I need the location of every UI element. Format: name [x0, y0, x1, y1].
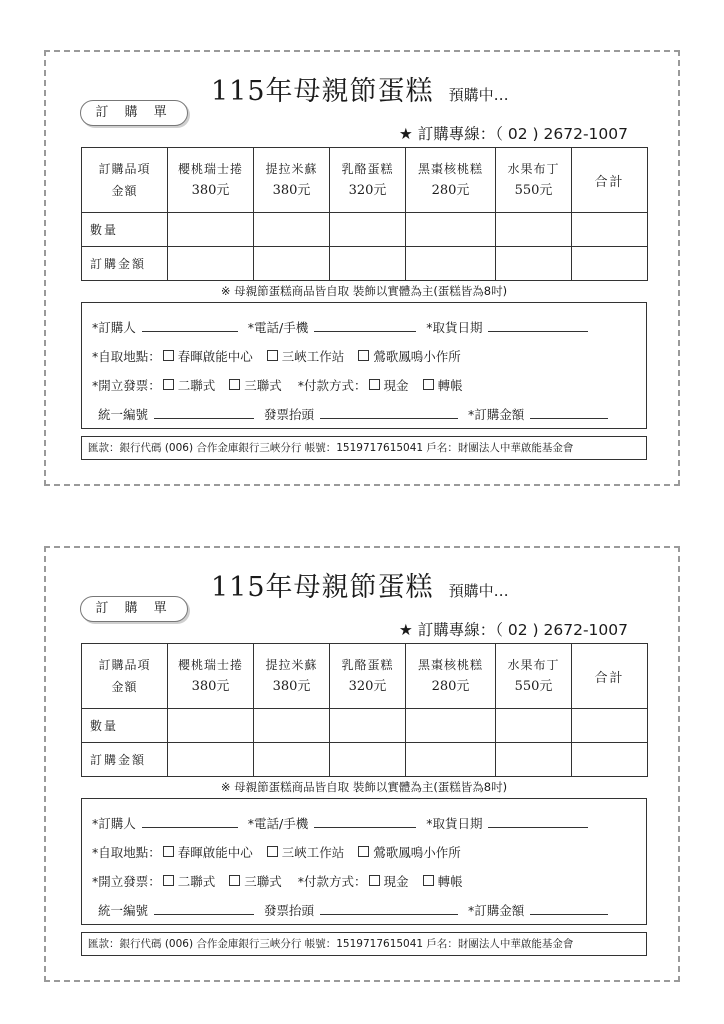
- order-amount-field[interactable]: [530, 406, 608, 419]
- pickup-option: 春暉啟能中心: [177, 349, 253, 364]
- invoice-title-label: 發票抬頭: [264, 407, 315, 422]
- amount-row: [82, 743, 648, 777]
- product-table: [81, 147, 648, 281]
- quantity-row: [82, 709, 648, 743]
- product-header: 乳酪蛋糕 320元: [330, 148, 406, 213]
- order-label: 訂 購 單: [80, 596, 188, 622]
- orderer-field[interactable]: [142, 815, 238, 828]
- payment-checkbox[interactable]: [369, 875, 380, 886]
- phone-field[interactable]: [314, 815, 416, 828]
- product-header: 水果布丁 550元: [496, 644, 572, 709]
- invoice-option: 三聯式: [244, 874, 282, 889]
- form-title: [211, 69, 509, 108]
- payment-option: 現金: [383, 874, 409, 889]
- order-amount-label: *訂購金額: [468, 407, 525, 422]
- order-form-bottom: [44, 546, 680, 982]
- hotline: ★ 訂購專線：（ 02 ) 2672-1007: [398, 621, 628, 639]
- orderer-field[interactable]: [142, 319, 238, 332]
- order-label: 訂 購 單: [80, 100, 188, 126]
- tax-id-field[interactable]: [154, 406, 254, 419]
- title-main: 115年母親節蛋糕: [211, 572, 434, 603]
- pickup-line: [92, 347, 461, 365]
- pickup-checkbox[interactable]: [358, 350, 369, 361]
- invoice-line: [92, 376, 463, 394]
- payment-option: 轉帳: [437, 378, 463, 393]
- quantity-total-cell[interactable]: [572, 709, 648, 743]
- invoice-label: *開立發票：: [92, 874, 161, 889]
- amount-total-cell[interactable]: [572, 743, 648, 777]
- payment-option: 轉帳: [437, 874, 463, 889]
- pickup-line: [92, 843, 461, 861]
- quantity-cell[interactable]: [254, 709, 330, 743]
- quantity-cell[interactable]: [496, 213, 572, 247]
- invoice-label: *開立發票：: [92, 378, 161, 393]
- quantity-cell[interactable]: [406, 709, 496, 743]
- invoice-checkbox[interactable]: [163, 875, 174, 886]
- contact-line: [92, 318, 594, 336]
- payment-label: *付款方式：: [297, 874, 367, 889]
- form-title: [211, 565, 509, 604]
- order-amount-label: *訂購金額: [468, 903, 525, 918]
- pickup-checkbox[interactable]: [267, 350, 278, 361]
- quantity-total-cell[interactable]: [572, 213, 648, 247]
- title-sub: 預購中…: [448, 582, 509, 600]
- pickup-date-field[interactable]: [488, 319, 588, 332]
- quantity-cell[interactable]: [496, 709, 572, 743]
- tax-line: [98, 405, 614, 423]
- payment-checkbox[interactable]: [423, 875, 434, 886]
- amount-cell[interactable]: [406, 247, 496, 281]
- amount-total-cell[interactable]: [572, 247, 648, 281]
- pickup-note: ※ 母親節蛋糕商品皆自取 裝飾以實體為主(蛋糕皆為8吋): [220, 284, 508, 298]
- pickup-option: 鶯歌鳳鳴小作所: [373, 845, 461, 860]
- pickup-checkbox[interactable]: [267, 846, 278, 857]
- orderer-label: *訂購人: [92, 320, 136, 335]
- pickup-checkbox[interactable]: [163, 846, 174, 857]
- title-sub: 預購中…: [448, 86, 509, 104]
- header-item-label: 訂購品項 金額: [82, 148, 168, 213]
- amount-cell[interactable]: [254, 743, 330, 777]
- amount-cell[interactable]: [330, 743, 406, 777]
- payment-label: *付款方式：: [297, 378, 367, 393]
- amount-row: [82, 247, 648, 281]
- amount-label: 訂購金額: [82, 247, 168, 281]
- product-header: 櫻桃瑞士捲 380元: [168, 148, 254, 213]
- pickup-location-label: *自取地點：: [92, 349, 161, 364]
- pickup-date-label: *取貨日期: [426, 816, 483, 831]
- tax-id-label: 統一編號: [98, 407, 149, 422]
- phone-field[interactable]: [314, 319, 416, 332]
- total-header: 合計: [572, 644, 648, 709]
- quantity-cell[interactable]: [254, 213, 330, 247]
- quantity-cell[interactable]: [168, 709, 254, 743]
- amount-cell[interactable]: [254, 247, 330, 281]
- quantity-cell[interactable]: [330, 213, 406, 247]
- pickup-option: 三峽工作站: [281, 349, 345, 364]
- tax-id-field[interactable]: [154, 902, 254, 915]
- amount-cell[interactable]: [496, 743, 572, 777]
- total-header: 合計: [572, 148, 648, 213]
- hotline: ★ 訂購專線：（ 02 ) 2672-1007: [398, 125, 628, 143]
- invoice-checkbox[interactable]: [163, 379, 174, 390]
- tax-id-label: 統一編號: [98, 903, 149, 918]
- pickup-option: 三峽工作站: [281, 845, 345, 860]
- product-header: 提拉米蘇 380元: [254, 644, 330, 709]
- bank-info: 匯款：銀行代碼 (006) 合作金庫銀行三峽分行 帳號：1519717615041 戶名：財團法人中華啟能基金會: [81, 932, 647, 956]
- product-header: 櫻桃瑞士捲 380元: [168, 644, 254, 709]
- amount-cell[interactable]: [168, 743, 254, 777]
- amount-cell[interactable]: [168, 247, 254, 281]
- product-header: 乳酪蛋糕 320元: [330, 644, 406, 709]
- pickup-location-label: *自取地點：: [92, 845, 161, 860]
- invoice-title-label: 發票抬頭: [264, 903, 315, 918]
- invoice-title-field[interactable]: [320, 406, 458, 419]
- pickup-option: 春暉啟能中心: [177, 845, 253, 860]
- title-main: 115年母親節蛋糕: [211, 76, 434, 107]
- quantity-cell[interactable]: [168, 213, 254, 247]
- pickup-checkbox[interactable]: [358, 846, 369, 857]
- order-amount-field[interactable]: [530, 902, 608, 915]
- quantity-cell[interactable]: [406, 213, 496, 247]
- phone-label: *電話/手機: [247, 816, 309, 831]
- order-form-top: [44, 50, 680, 486]
- header-item-label: 訂購品項 金額: [82, 644, 168, 709]
- invoice-line: [92, 872, 463, 890]
- pickup-note: ※ 母親節蛋糕商品皆自取 裝飾以實體為主(蛋糕皆為8吋): [220, 780, 508, 794]
- pickup-option: 鶯歌鳳鳴小作所: [373, 349, 461, 364]
- product-header: 黑棗核桃糕 280元: [406, 148, 496, 213]
- orderer-label: *訂購人: [92, 816, 136, 831]
- payment-option: 現金: [383, 378, 409, 393]
- pickup-checkbox[interactable]: [163, 350, 174, 361]
- contact-line: [92, 814, 594, 832]
- tax-line: [98, 901, 614, 919]
- invoice-title-field[interactable]: [320, 902, 458, 915]
- pickup-date-field[interactable]: [488, 815, 588, 828]
- quantity-label: 數量: [82, 709, 168, 743]
- amount-label: 訂購金額: [82, 743, 168, 777]
- invoice-checkbox[interactable]: [229, 875, 240, 886]
- pickup-date-label: *取貨日期: [426, 320, 483, 335]
- product-header: 水果布丁 550元: [496, 148, 572, 213]
- amount-cell[interactable]: [406, 743, 496, 777]
- phone-label: *電話/手機: [247, 320, 309, 335]
- quantity-label: 數量: [82, 213, 168, 247]
- invoice-checkbox[interactable]: [229, 379, 240, 390]
- payment-checkbox[interactable]: [369, 379, 380, 390]
- customer-info-box: [81, 798, 647, 925]
- product-header: 黑棗核桃糕 280元: [406, 644, 496, 709]
- amount-cell[interactable]: [496, 247, 572, 281]
- bank-info: 匯款：銀行代碼 (006) 合作金庫銀行三峽分行 帳號：1519717615041 戶名：財團法人中華啟能基金會: [81, 436, 647, 460]
- customer-info-box: [81, 302, 647, 429]
- invoice-option: 三聯式: [244, 378, 282, 393]
- quantity-row: [82, 213, 648, 247]
- invoice-option: 二聯式: [177, 378, 216, 393]
- invoice-option: 二聯式: [177, 874, 216, 889]
- product-header: 提拉米蘇 380元: [254, 148, 330, 213]
- product-table: [81, 643, 648, 777]
- payment-checkbox[interactable]: [423, 379, 434, 390]
- amount-cell[interactable]: [330, 247, 406, 281]
- quantity-cell[interactable]: [330, 709, 406, 743]
